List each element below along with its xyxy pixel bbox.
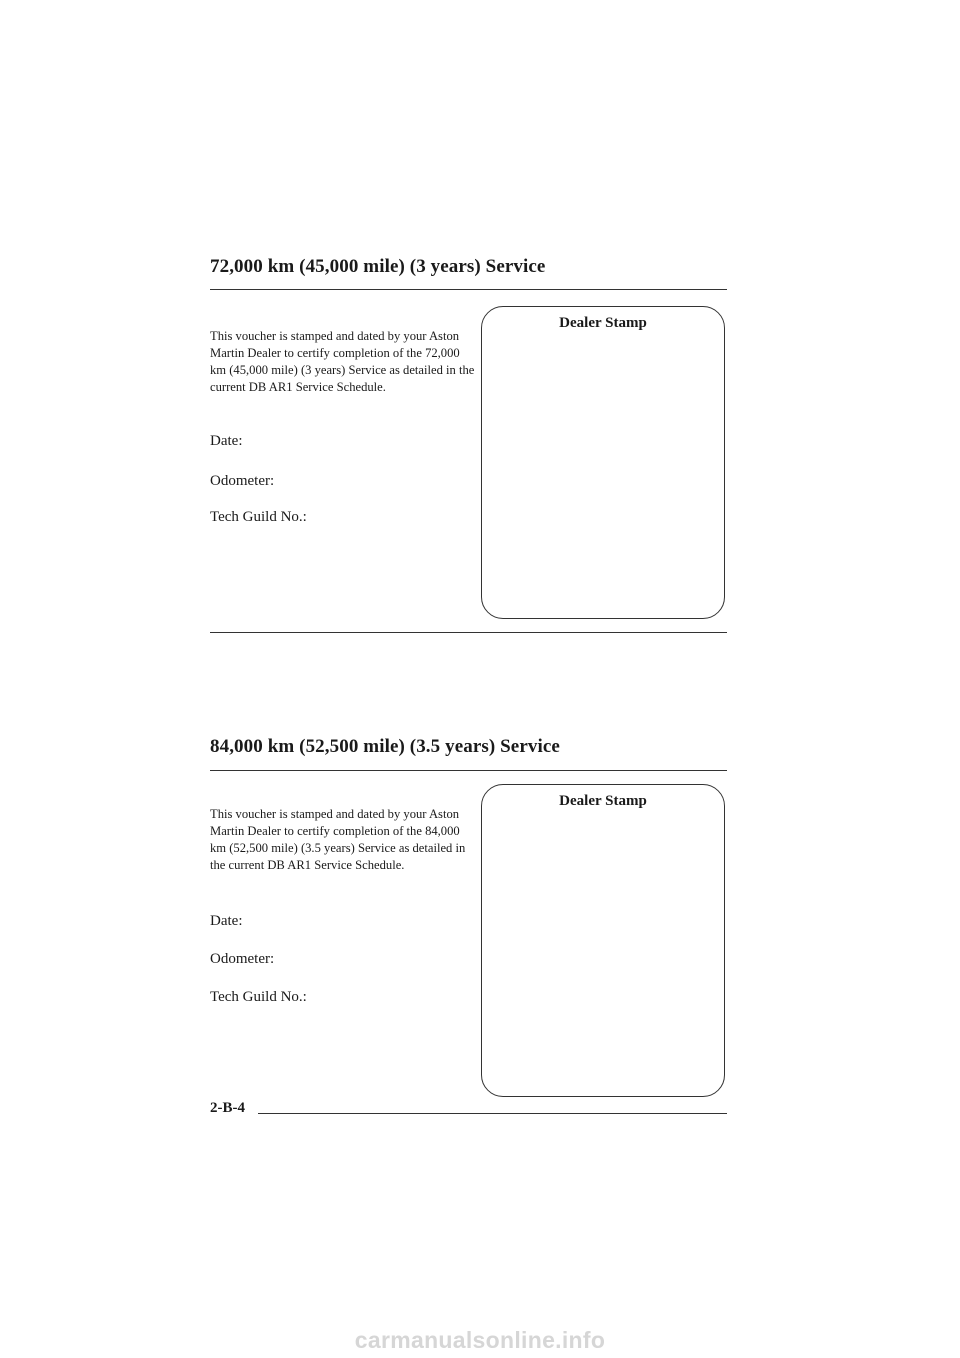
page-footer	[210, 1100, 727, 1124]
service-voucher-72000km	[210, 256, 727, 636]
dealer-stamp-box	[481, 306, 725, 619]
dealer-stamp-label: Dealer Stamp	[559, 793, 647, 809]
dealer-stamp-box	[481, 784, 725, 1097]
voucher-title: 84,000 km (52,500 mile) (3.5 years) Service	[210, 736, 560, 757]
voucher-description: This voucher is stamped and dated by your Aston Martin Dealer to certify completion of the 84,000 km (52,500 mile) (3.5 years) Service as detailed in the current DB AR1 Service Schedule.	[210, 807, 466, 872]
odometer-label: Odometer:	[210, 951, 275, 967]
watermark: carmanualsonline.info	[354, 1327, 606, 1353]
page-number: 2-B-4	[210, 1100, 245, 1116]
dealer-stamp-label: Dealer Stamp	[559, 315, 647, 331]
tech-guild-label: Tech Guild No.:	[210, 989, 307, 1005]
divider	[210, 632, 727, 633]
divider	[210, 289, 727, 290]
tech-guild-label: Tech Guild No.:	[210, 509, 307, 525]
service-voucher-84000km	[210, 736, 727, 1101]
divider	[210, 770, 727, 771]
voucher-description: This voucher is stamped and dated by your Aston Martin Dealer to certify completion of the 72,000 km (45,000 mile) (3 years) Service as detailed in the current DB AR1 Service Schedule.	[210, 329, 475, 394]
odometer-label: Odometer:	[210, 473, 275, 489]
voucher-title: 72,000 km (45,000 mile) (3 years) Service	[210, 256, 546, 277]
date-label: Date:	[210, 913, 243, 929]
date-label: Date:	[210, 433, 243, 449]
footer-divider	[258, 1113, 727, 1114]
